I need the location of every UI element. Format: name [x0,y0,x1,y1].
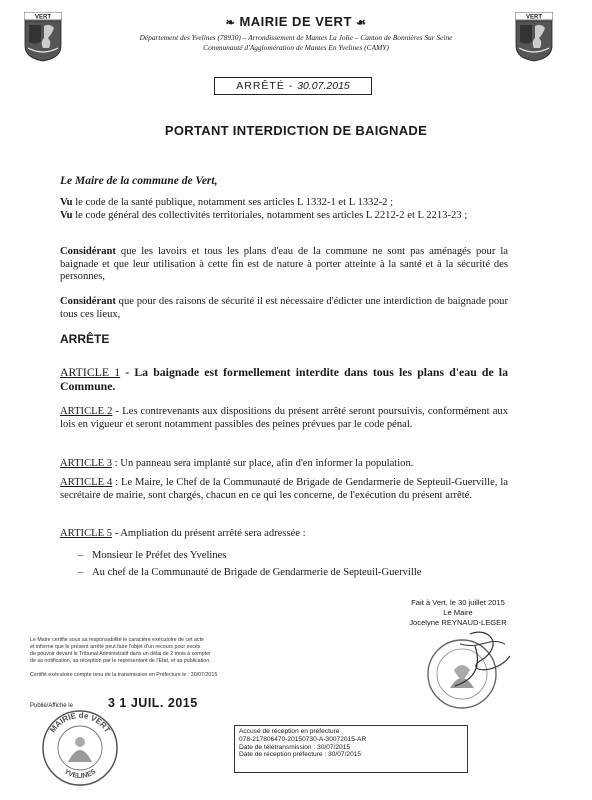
vu-text-1: le code de la santé publique, notamment ses articles L 1332-1 et L 1332-2 ; [72,197,394,208]
signature-name: Jocelyne REYNAUD-LEGER [409,618,507,627]
reception-line-1: Accusé de réception en préfecture [239,728,340,735]
header-subtitle-1: Département des Yvelines (78930) – Arrondissement de Mantes La Jolie – Canton de Bonnières Sur Seine [139,33,453,42]
article-4-label: ARTICLE 4 [60,477,113,488]
article-1 [60,365,508,393]
arrete-date-box [214,77,372,95]
publie-affiche-date: 3 1 JUIL. 2015 [108,696,198,710]
article-4 [60,477,508,502]
article-5 [60,528,508,541]
article-4-text: : Le Maire, le Chef de la Communauté de Brigade de Gendarmerie de Septeuil-Guerville, la secrétaire de mairie, sont chargés, chacun en ce qui les concerne, de l'exécution du présent arrêté. [60,477,508,501]
stamp-top-text: MAIRIE de VERT [48,710,112,735]
considerant-label-2: Considérant [60,296,116,307]
vu-paragraph-2 [60,210,508,223]
ornament-left-icon: ❧ [225,17,236,29]
publie-affiche-label: Publié/Affiché le [30,703,73,709]
mairie-stamp-icon [40,708,120,788]
article-1-text: - La baignade est formellement interdite dans tous les plans d'eau de la Commune. [60,365,508,393]
article-2 [60,406,508,431]
article-2-label: ARTICLE 2 [60,406,113,417]
ornament-right-icon: ☙ [356,17,367,29]
article-5-text: - Ampliation du présent arrêté sera adressée : [112,528,306,539]
signature-role: Le Maire [443,608,473,617]
considerant-paragraph-2 [60,296,508,321]
article-2-text: - Les contrevenants aux dispositions du présent arrêté seront poursuivis, conformément aux lois en vigueur et seront notamment passibles des peines prévues par le code pénal. [60,406,508,430]
legal-notice-line: et informe que le présent arrêté peut faire l'objet d'un recours pour excès [30,644,201,650]
vu-paragraph-1 [60,197,508,210]
reception-line-2: 078-217806470-20150730-A-30072015-AR [239,735,367,743]
list-item: – Au chef de la Communauté de Brigade de Gendarmerie de Septeuil-Guerville [92,566,532,579]
arrete-heading: ARRÊTE [60,332,110,346]
main-title: PORTANT INTERDICTION DE BAIGNADE [164,123,428,138]
mayor-stamp-signature [420,626,520,716]
reception-prefecture-box [234,725,468,773]
arrete-date: 30.07.2015 [297,80,350,92]
considerant-text-2: que pour des raisons de sécurité il est nécessaire d'édicter une interdiction de baignade pour tous ces lieux, [60,296,508,320]
vu-text-2: le code général des collectivités territoriales, notamment ses articles L 2212-2 et L 2213-23 ; [72,210,468,221]
considerant-paragraph-1 [60,246,508,284]
legal-notice-line: de pouvoir devant le Tribunal Administratif dans un délai de 2 mois à compter [30,651,211,657]
right-crest-label: VERT [525,14,543,21]
left-crest-label: VERT [34,14,52,21]
list-item: – Monsieur le Préfet des Yvelines [92,549,532,562]
vu-label-1: Vu [60,197,73,208]
mairie-title [0,14,592,29]
legal-notice-line: Le Maire certifie sous sa responsabilité le caractère exécutoire de cet acte [30,637,205,643]
header-subtitle-2: Communauté d'Agglomération de Mantes En Yvelines (CAMY) [203,43,389,52]
legal-notice-line: de sa notification, sa réception par le représentant de l'Etat, et sa publication. [30,658,211,664]
signature-block [392,598,524,628]
stamp-bottom-text: YVELINES [62,768,98,781]
article-5-label: ARTICLE 5 [60,528,113,539]
arrete-separator: - [284,80,298,92]
considerant-text-1: que les lavoirs et tous les plans d'eau de la commune ne sont pas aménagés pour la baignade et que leur utilisation à cette fin est de nature à porter atteinte à la santé et à la sécurité des personnes, [60,246,508,283]
maire-intro: Le Maire de la commune de Vert, [60,175,218,187]
ampliation-list [92,549,532,579]
signature-place-date: Fait à Vert, le 30 juillet 2015 [411,598,505,607]
certifie-executoire: Certifié exécutoire compte tenu de la transmission en Préfecture le : 30/07/2015 [30,672,218,678]
considerant-label-1: Considérant [60,246,116,257]
reception-line-4: Date de réception préfecture : 30/07/2015 [239,751,362,759]
mairie-title-text: MAIRIE DE VERT [239,14,352,29]
article-3-label: ARTICLE 3 [60,458,113,469]
reception-line-3: Date de télétransmission : 30/07/2015 [239,743,351,751]
article-1-label: ARTICLE 1 [60,365,121,379]
article-3-text: : Un panneau sera implanté sur place, afin d'en informer la population. [112,458,414,469]
vu-label-2: Vu [60,210,73,221]
arrete-word: ARRÊTÉ [236,80,285,92]
article-3 [60,458,508,471]
legal-notice [30,637,230,665]
